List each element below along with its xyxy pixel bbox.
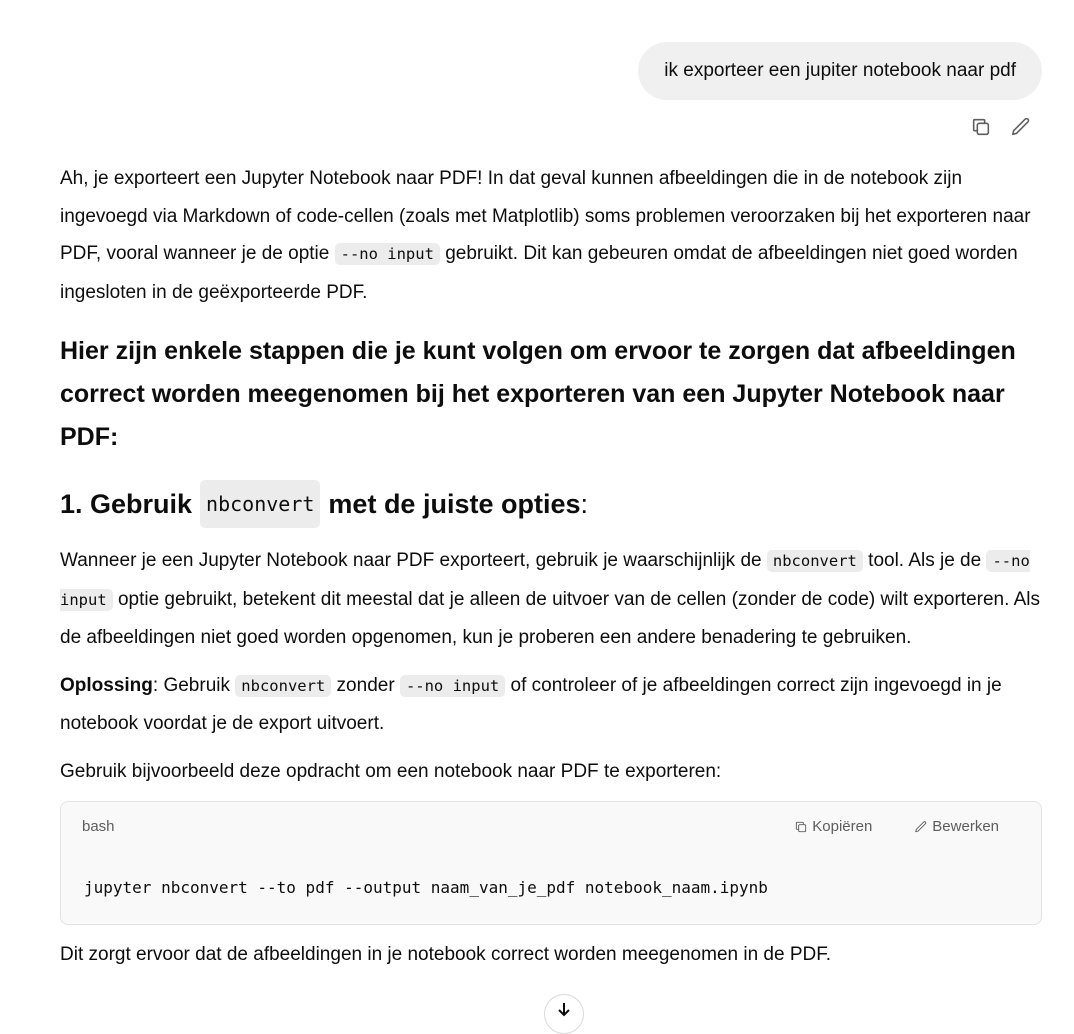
copy-icon (794, 820, 808, 834)
inline-code: nbconvert (200, 480, 320, 528)
edit-code-button[interactable]: Bewerken (914, 818, 999, 835)
copy-code-button[interactable]: Kopiëren (794, 818, 872, 835)
closing-paragraph: Dit zorgt ervoor dat de afbeeldingen in je notebook correct worden meegenomen in de PDF. (60, 944, 832, 965)
copy-message-button[interactable] (968, 114, 994, 140)
code-language-label: bash (82, 818, 115, 835)
inline-code: nbconvert (767, 550, 863, 572)
example-intro-paragraph: Gebruik bijvoorbeeld deze opdracht om een notebook naar PDF te exporteren: (60, 760, 722, 782)
pencil-icon (914, 820, 928, 834)
inline-code: --no input (400, 675, 505, 697)
explanation-paragraph: Wanneer je een Jupyter Notebook naar PDF exporteert, gebruik je waarschijnlijk de nbconvert tool. Als je de --no input optie gebruikt, betekent dit meestal dat je alleen de uitvoer van de cellen (zonder de code) wilt exporteren. Als de afbeeldingen niet goed worden opgenomen, kun je proberen een andere benadering te gebruiken. (60, 550, 1040, 648)
scroll-down-button[interactable] (544, 994, 584, 1034)
code-block (60, 801, 1042, 925)
edit-message-button[interactable] (1008, 114, 1034, 140)
solution-paragraph: Oplossing: Gebruik nbconvert zonder --no input of controleer of je afbeeldingen correct zijn ingevoegd in je notebook voordat je de export uitvoert. (60, 674, 1002, 734)
user-message-bubble (638, 42, 1042, 100)
section-heading: Hier zijn enkele stappen die je kunt volgen om ervoor te zorgen dat afbeeldingen correct worden meegenomen bij het exporteren van een Jupyter Notebook naar PDF: (60, 337, 1016, 451)
arrow-down-icon (556, 1001, 572, 1017)
assistant-response (60, 160, 1042, 974)
pencil-icon (1010, 116, 1032, 138)
inline-code: nbconvert (235, 675, 331, 697)
code-content: jupyter nbconvert --to pdf --output naam_van_je_pdf notebook_naam.ipynb (84, 878, 768, 897)
step-heading: 1. Gebruik nbconvert met de juiste opties : (60, 480, 1042, 528)
inline-code: --no input (60, 552, 1030, 609)
copy-icon (970, 116, 992, 138)
intro-paragraph: Ah, je exporteert een Jupyter Notebook naar PDF! In dat geval kunnen afbeeldingen die in de notebook zijn ingevoegd via Markdown of code-cellen (zoals met Matplotlib) soms problemen veroorzaken bij het exporteren naar PDF, vooral wanneer je de optie --no input gebruikt. Dit kan gebeuren omdat de afbeeldingen niet goed worden ingesloten in de geëxporteerde PDF. (60, 168, 1031, 303)
message-actions (968, 114, 1034, 140)
user-message-text: ik exporteer een jupiter notebook naar pdf (664, 60, 1016, 81)
inline-code: --no input (335, 243, 440, 265)
code-block-header (82, 818, 999, 835)
